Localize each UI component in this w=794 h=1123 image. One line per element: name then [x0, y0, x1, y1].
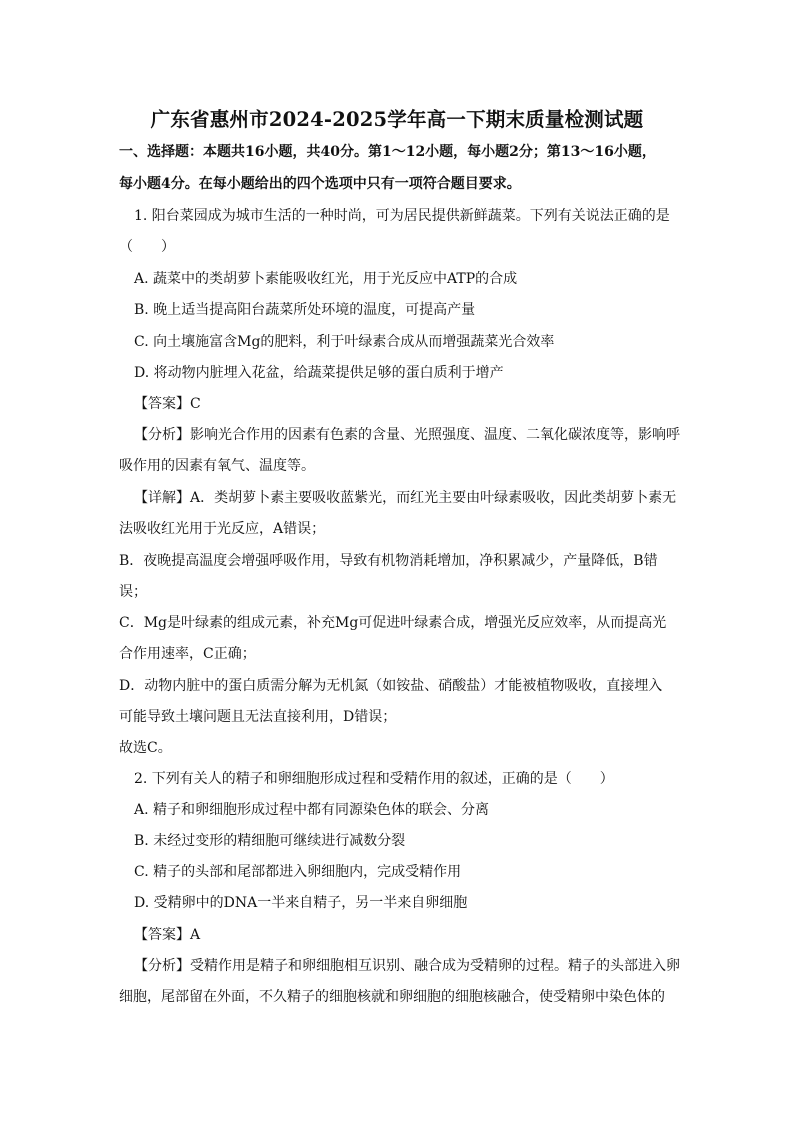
q1-option-d: D. 将动物内脏埋入花盆，给蔬菜提供足够的蛋白质利于增产 [134, 365, 504, 381]
document-title: 广东省惠州市2024-2025学年高一下期末质量检测试题 [150, 108, 644, 131]
q1-detail-line-4: 误； [119, 584, 147, 600]
section-instructions-line-2: 每小题4分。在每小题给出的四个选项中只有一项符合题目要求。 [119, 176, 521, 192]
q2-option-b: B. 未经过变形的精细胞可继续进行减数分裂 [134, 833, 406, 849]
q2-option-a: A. 精子和卵细胞形成过程中都有同源染色体的联会、分离 [134, 802, 490, 818]
q1-analysis-line-1: 【分析】影响光合作用的因素有色素的含量、光照强度、温度、二氧化碳浓度等，影响呼 [134, 427, 680, 443]
q1-detail-line-7: D．动物内脏中的蛋白质需分解为无机氮（如铵盐、硝酸盐）才能被植物吸收，直接埋入 [119, 678, 663, 694]
q1-detail-line-1: 【详解】A．类胡萝卜素主要吸收蓝紫光，而红光主要由叶绿素吸收，因此类胡萝卜素无 [134, 490, 677, 506]
q2-stem: 2. 下列有关人的精子和卵细胞形成过程和受精作用的叙述，正确的是（ ） [134, 771, 614, 787]
q2-answer: 【答案】A [134, 927, 201, 943]
q1-detail-line-5: C．Mg是叶绿素的组成元素，补充Mg可促进叶绿素合成，增强光反应效率，从而提高光 [119, 615, 667, 631]
q1-option-a: A. 蔬菜中的类胡萝卜素能吸收红光，用于光反应中ATP的合成 [134, 271, 518, 287]
q2-analysis-line-2: 细胞，尾部留在外面，不久精子的细胞核就和卵细胞的细胞核融合，使受精卵中染色体的 [119, 989, 665, 1005]
q2-option-d: D. 受精卵中的DNA一半来自精子，另一半来自卵细胞 [134, 895, 468, 911]
q1-conclusion: 故选C。 [119, 740, 172, 756]
q1-detail-line-8: 可能导致土壤问题且无法直接利用，D错误； [119, 709, 397, 725]
q1-detail-line-3: B．夜晚提高温度会增强呼吸作用，导致有机物消耗增加，净积累减少，产量降低，B错 [119, 553, 658, 569]
section-instructions-line-1: 一、选择题：本题共16小题，共40分。第1～12小题，每小题2分；第13～16小题， [119, 144, 656, 160]
q2-option-c: C. 精子的头部和尾部都进入卵细胞内，完成受精作用 [134, 864, 462, 880]
q1-option-c: C. 向土壤施富含Mg的肥料，利于叶绿素合成从而增强蔬菜光合效率 [134, 334, 555, 350]
q2-analysis-line-1: 【分析】受精作用是精子和卵细胞相互识别、融合成为受精卵的过程。精子的头部进入卵 [134, 958, 680, 974]
q1-answer: 【答案】C [134, 396, 201, 412]
q1-option-b: B. 晚上适当提高阳台蔬菜所处环境的温度，可提高产量 [134, 302, 476, 318]
q1-detail-line-6: 合作用速率，C正确； [119, 646, 256, 662]
q1-stem-line-1: 1. 阳台菜园成为城市生活的一种时尚，可为居民提供新鲜蔬菜。下列有关说法正确的是 [134, 208, 670, 224]
q1-detail-line-2: 法吸收红光用于光反应，A错误； [119, 521, 326, 537]
q1-stem-line-2: （ ） [119, 239, 175, 255]
q1-analysis-line-2: 吸作用的因素有氧气、温度等。 [119, 458, 315, 474]
